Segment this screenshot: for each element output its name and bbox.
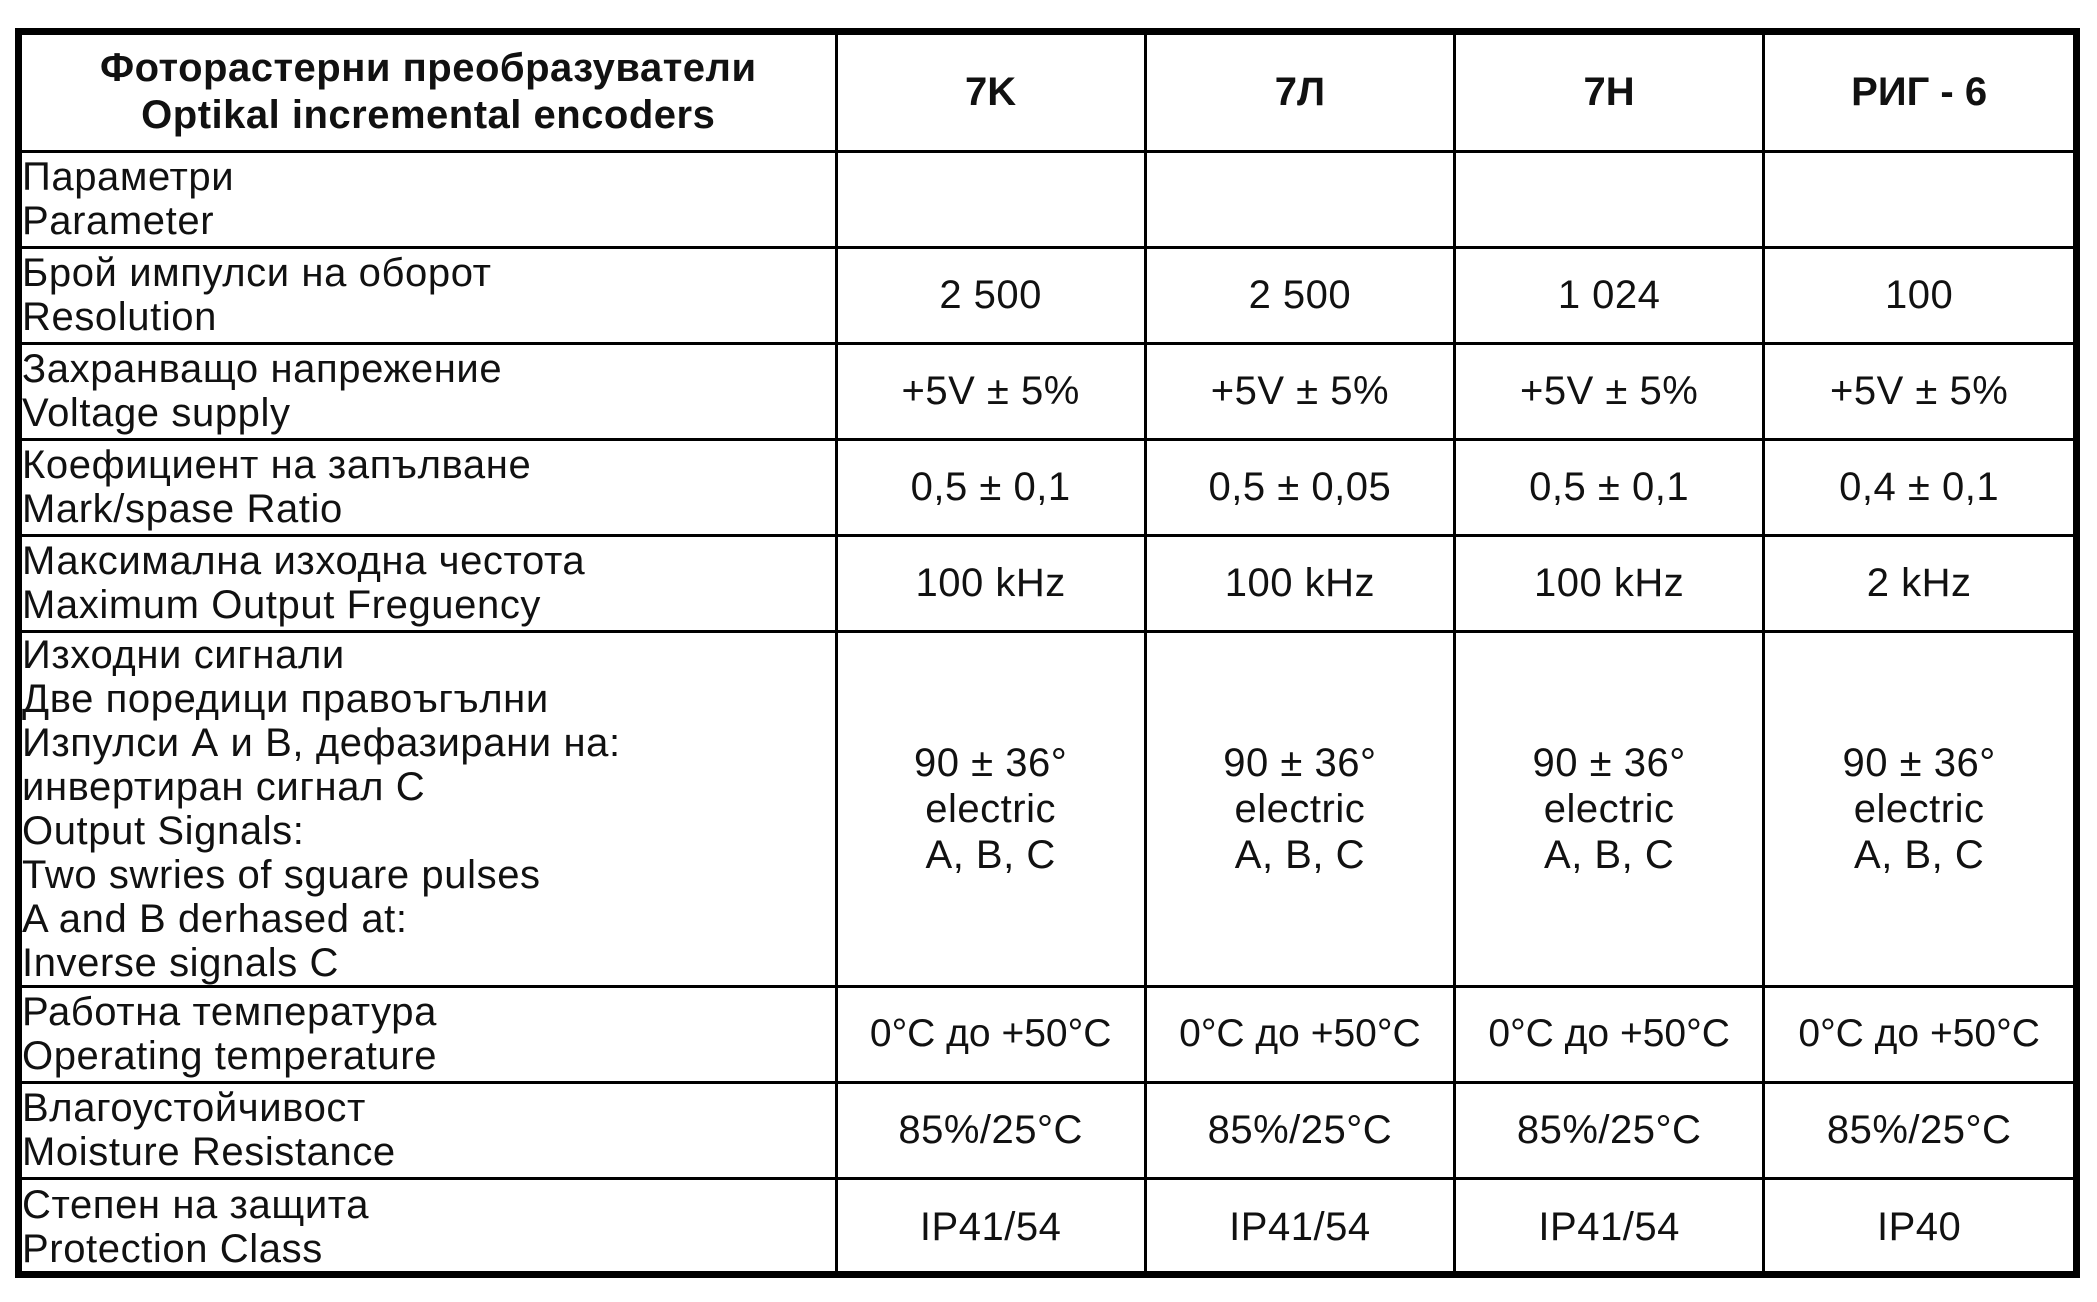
value-text: electric	[1234, 786, 1366, 831]
spec-sheet	[15, 28, 2080, 1278]
param-label-cell	[22, 247, 836, 343]
param-label-line: инвертиран сигнал С	[22, 764, 426, 809]
value-cell	[836, 631, 1145, 986]
value-cell	[836, 247, 1145, 343]
value-text: 0,4 ± 0,1	[1839, 465, 2000, 509]
param-label-cell	[22, 439, 836, 535]
value-text: 100 kHz	[1224, 561, 1375, 605]
value-cell	[1145, 535, 1454, 631]
value-text: 0°C до +50°C	[869, 1012, 1112, 1055]
spec-rows	[22, 151, 2073, 1274]
value-text: 0,5 ± 0,1	[1529, 465, 1690, 509]
value-cell	[1145, 1082, 1454, 1178]
row-parameter	[22, 151, 2073, 247]
param-label-line: Захранващо напрежение	[22, 347, 503, 391]
value-text: +5V ± 5%	[901, 369, 1080, 413]
value-cell	[1764, 247, 2073, 343]
param-label-cell	[22, 1178, 836, 1274]
value-cell	[1455, 631, 1764, 986]
value-text: 90 ± 36°	[914, 740, 1068, 785]
value-text: 0°C до +50°C	[1798, 1012, 2040, 1055]
value-text: 85%/25°C	[1207, 1108, 1393, 1152]
value-text: 100 kHz	[915, 561, 1066, 605]
param-label-cell	[22, 986, 836, 1082]
value-text: 2 kHz	[1866, 561, 1972, 605]
value-cell	[1145, 439, 1454, 535]
value-cell	[1145, 151, 1454, 247]
value-text: A, B, C	[1854, 832, 1985, 877]
value-cell	[1455, 247, 1764, 343]
header-row	[22, 35, 2073, 151]
value-cell	[836, 439, 1145, 535]
param-label-cell	[22, 1082, 836, 1178]
value-text: 100 kHz	[1534, 561, 1685, 605]
value-text: 0°C до +50°C	[1488, 1012, 1730, 1055]
value-text: electric	[925, 786, 1056, 831]
value-cell	[1764, 1178, 2073, 1274]
value-text: 0,5 ± 0,05	[1208, 465, 1392, 509]
value-text: 90 ± 36°	[1532, 740, 1686, 785]
row-protection-class	[22, 1178, 2073, 1274]
param-label-cell	[22, 535, 836, 631]
value-text: 2 500	[1248, 273, 1352, 317]
value-text: IP41/54	[1229, 1204, 1371, 1249]
value-cell	[1455, 151, 1764, 247]
value-cell	[836, 1082, 1145, 1178]
param-label-line: Максимална изходна честота	[22, 539, 586, 583]
value-cell	[1455, 1178, 1764, 1274]
row-max-frequency	[22, 535, 2073, 631]
param-label-line: Parameter	[22, 199, 215, 243]
param-label-line: Mark/spase Ratio	[22, 487, 343, 531]
value-cell	[836, 1178, 1145, 1274]
value-text: 85%/25°C	[898, 1108, 1083, 1152]
model-rig6-header: РИГ - 6	[1764, 35, 2073, 151]
param-label-line: Two swries of sguare pulses	[22, 852, 541, 897]
value-cell	[836, 535, 1145, 631]
value-text: A, B, C	[1544, 832, 1675, 877]
param-label-line: Operating temperature	[22, 1034, 438, 1078]
param-label-line: Степен на защита	[22, 1182, 370, 1227]
value-text: electric	[1543, 786, 1675, 831]
value-cell	[1145, 343, 1454, 439]
value-cell	[836, 151, 1145, 247]
value-cell	[1455, 986, 1764, 1082]
value-text: +5V ± 5%	[1210, 369, 1390, 413]
value-cell	[1145, 1178, 1454, 1274]
param-label-line: Коефициент на запълване	[22, 443, 532, 487]
param-label-line: Параметри	[22, 155, 235, 199]
row-resolution	[22, 247, 2073, 343]
value-text: +5V ± 5%	[1829, 369, 2009, 413]
header-title-bg: Фоторастерни преобразуватели	[99, 46, 757, 91]
value-cell	[1764, 1082, 2073, 1178]
param-label-line: Moisture Resistance	[22, 1130, 396, 1174]
value-cell	[1455, 343, 1764, 439]
value-text: electric	[1853, 786, 1985, 831]
encoder-spec-table	[22, 35, 2073, 1274]
header-title-en: Optikal incremental encoders	[141, 93, 716, 138]
row-operating-temperature	[22, 986, 2073, 1082]
param-label-line: Работна температура	[22, 990, 437, 1034]
value-text: 90 ± 36°	[1842, 740, 1996, 785]
param-label-line: Output Signals:	[22, 808, 305, 853]
value-cell	[1455, 439, 1764, 535]
value-text: 85%/25°C	[1516, 1108, 1702, 1152]
param-label-cell	[22, 343, 836, 439]
param-label-line: Брой импулси на оборот	[22, 251, 492, 295]
param-label-line: A and B derhased at:	[22, 896, 408, 941]
value-text: 2 500	[939, 273, 1042, 317]
param-label-cell	[22, 151, 836, 247]
param-label-line: Maximum Output Freguency	[22, 583, 542, 627]
value-cell	[1764, 631, 2073, 986]
value-cell	[1145, 247, 1454, 343]
value-cell	[836, 986, 1145, 1082]
value-cell	[1145, 986, 1454, 1082]
value-cell	[1764, 343, 2073, 439]
value-text: 85%/25°C	[1826, 1108, 2012, 1152]
value-text: A, B, C	[925, 832, 1056, 877]
value-text: 0°C до +50°C	[1179, 1012, 1421, 1055]
param-label-line: Voltage supply	[22, 391, 291, 435]
value-cell	[836, 343, 1145, 439]
value-cell	[1455, 535, 1764, 631]
param-label-cell	[22, 631, 836, 986]
param-label-line: Inverse signals C	[22, 940, 339, 985]
row-output-signals	[22, 631, 2073, 986]
value-text: A, B, C	[1234, 832, 1365, 877]
value-text: 0,5 ± 0,1	[910, 465, 1071, 509]
model-7l-header: 7Л	[1145, 35, 1454, 151]
param-label-line: Resolution	[22, 295, 218, 339]
param-label-line: Protection Class	[22, 1226, 323, 1271]
value-cell	[1145, 631, 1454, 986]
model-7k-header: 7K	[836, 35, 1145, 151]
value-cell	[1764, 535, 2073, 631]
value-text: 90 ± 36°	[1223, 740, 1377, 785]
header-title-cell	[22, 35, 836, 151]
value-text: +5V ± 5%	[1519, 369, 1699, 413]
row-moisture-resistance	[22, 1082, 2073, 1178]
param-label-line: Изходни сигнали	[22, 632, 345, 677]
value-text: 1 024	[1557, 273, 1661, 317]
value-cell	[1764, 439, 2073, 535]
value-text: 100	[1885, 273, 1954, 317]
model-7h-header: 7H	[1455, 35, 1764, 151]
row-mark-space-ratio	[22, 439, 2073, 535]
value-cell	[1455, 1082, 1764, 1178]
value-text: IP41/54	[1538, 1204, 1680, 1249]
row-voltage-supply	[22, 343, 2073, 439]
value-text: IP41/54	[919, 1204, 1062, 1249]
param-label-line: Влагоустойчивост	[22, 1086, 366, 1130]
value-cell	[1764, 151, 2073, 247]
value-cell	[1764, 986, 2073, 1082]
param-label-line: Две поредици правоъгълни	[22, 676, 549, 721]
param-label-line: Изпулси А и В, дефазирани на:	[22, 720, 621, 765]
value-text: IP40	[1876, 1204, 1962, 1249]
